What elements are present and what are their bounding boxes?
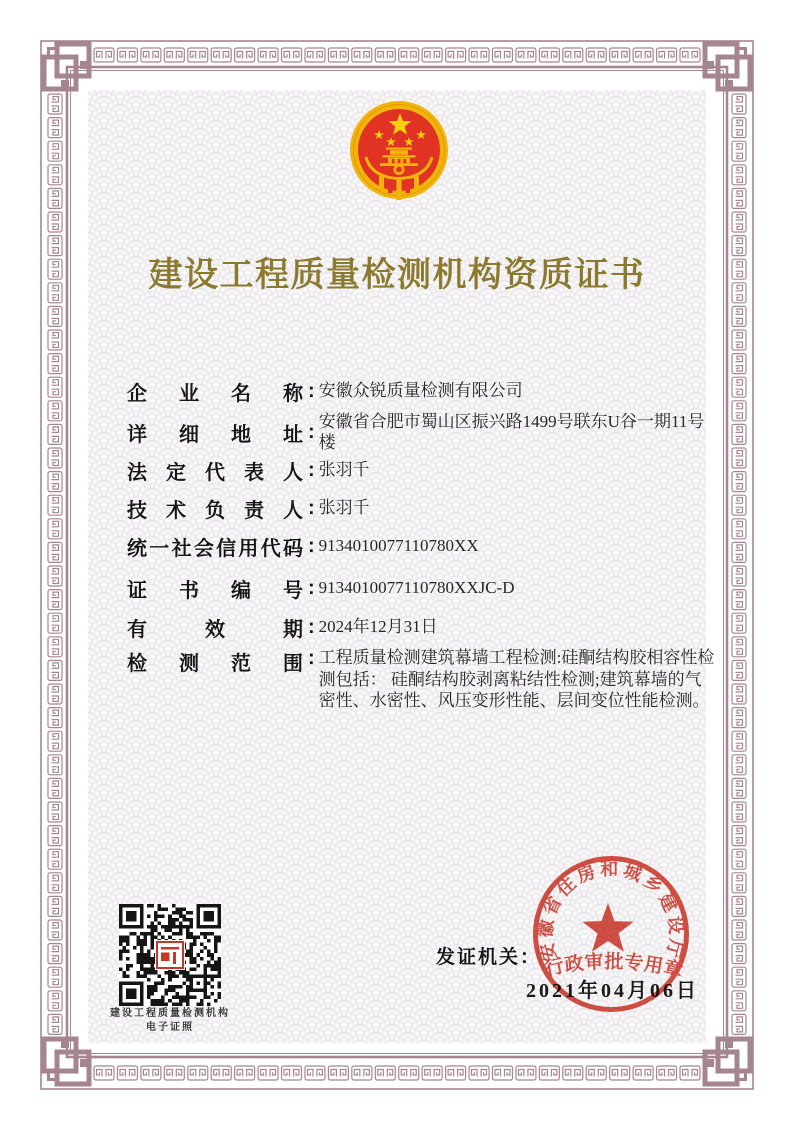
- seal-star-icon: [582, 903, 633, 952]
- seal-banner-text: 行政审批专用章: [543, 951, 686, 983]
- field-value: 安徽省合肥市蜀山区振兴路1499号联东U谷一期11号楼: [318, 411, 705, 452]
- field-value: 9134010077110780XX: [318, 536, 479, 556]
- field-colon: :: [308, 458, 315, 481]
- field-row-testing-scope: [127, 647, 717, 741]
- field-colon: :: [308, 576, 315, 599]
- field-colon: :: [308, 496, 315, 519]
- field-colon: :: [308, 647, 315, 669]
- field-row-address: [127, 408, 717, 456]
- field-colon: :: [308, 420, 315, 443]
- field-colon: :: [308, 534, 315, 557]
- field-value: 张羽千: [318, 460, 370, 480]
- field-row-valid-until: [127, 612, 717, 642]
- field-colon: :: [308, 615, 315, 638]
- field-value: 2024年12月31日: [318, 617, 438, 637]
- qr-caption-line1: 建设工程质量检测机构: [110, 1008, 230, 1019]
- field-row-company-name: [127, 376, 717, 406]
- official-seal: [526, 849, 696, 1019]
- field-label: 检测范围: [127, 653, 303, 675]
- field-colon: :: [308, 379, 315, 402]
- field-label: 有效期: [127, 618, 303, 641]
- field-label: 法定代表人: [127, 461, 303, 484]
- field-value: 安徽众锐质量检测有限公司: [318, 381, 523, 401]
- issuing-authority-label: 发证机关：: [436, 947, 542, 968]
- field-label: 详细地址: [127, 423, 303, 446]
- field-row-certificate-number: [127, 573, 717, 603]
- field-value: 9134010077110780XXJC-D: [318, 578, 515, 598]
- field-label: 企业名称: [127, 382, 303, 405]
- field-value: 工程质量检测建筑幕墙工程检测:硅酮结构胶相容性检测包括： 硅酮结构胶剥离粘结性检测;建筑幕墙的气密性、水密性、风压变形性能、层间变位性能检测。: [318, 648, 715, 710]
- seal-ring-text: 安徽省住房和城乡建设厅: [535, 859, 687, 964]
- field-row-technical-director: [127, 493, 717, 523]
- qr-caption-line2: 电子证照: [146, 1022, 194, 1033]
- certificate-title: 建设工程质量检测机构资质证书: [148, 256, 646, 294]
- svg-text:安徽省住房和城乡建设厅: [534, 859, 687, 963]
- field-label: 证书编号: [127, 579, 303, 602]
- qr-code: [119, 904, 221, 1006]
- china-national-emblem-icon: [346, 97, 452, 213]
- field-row-legal-representative: [127, 455, 717, 485]
- field-row-credit-code: [127, 531, 717, 561]
- field-value: 张羽千: [318, 498, 370, 518]
- qr-caption: [90, 1007, 250, 1035]
- field-label: 统一社会信用代码: [127, 537, 303, 560]
- field-label: 技术负责人: [127, 499, 303, 522]
- issue-date: 2021年04月06日: [526, 980, 699, 1002]
